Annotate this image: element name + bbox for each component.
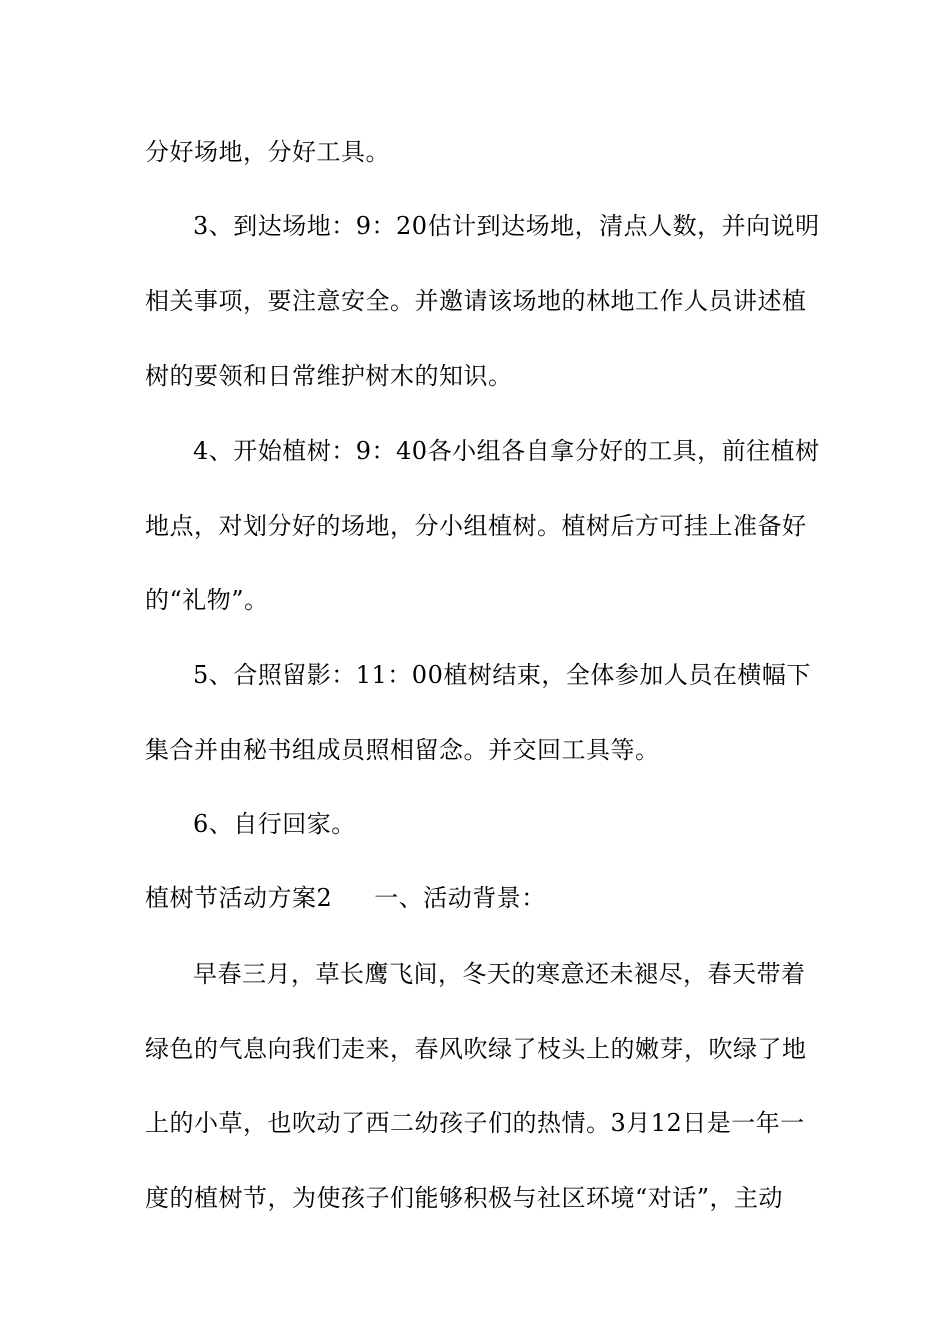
text-line-6: 地点，对划分好的场地，分小组植树。植树后方可挂上准备好	[145, 512, 807, 540]
body-line-3: 上的小草，也吹动了西二幼孩子们的热情。3月12日是一年一	[145, 1109, 805, 1137]
text-line-4: 树的要领和日常维护树木的知识。	[145, 362, 513, 390]
section-subtitle: 一、活动背景：	[374, 884, 546, 912]
body-line-4: 度的植树节，为使孩子们能够积极与社区环境“对话”，主动	[145, 1184, 784, 1212]
text-line-10: 6、自行回家。	[193, 810, 356, 838]
text-line-7: 的“礼物”。	[145, 586, 269, 614]
section-title: 植树节活动方案2	[145, 884, 333, 912]
text-line-2: 3、到达场地：9：20估计到达场地，清点人数，并向说明	[193, 212, 820, 240]
text-line-9: 集合并由秘书组成员照相留念。并交回工具等。	[145, 736, 660, 764]
body-line-2: 绿色的气息向我们走来，春风吹绿了枝头上的嫩芽，吹绿了地	[145, 1035, 807, 1063]
body-line-1: 早春三月，草长鹰飞间，冬天的寒意还未褪尽，春天带着	[193, 960, 806, 988]
text-line-5: 4、开始植树：9：40各小组各自拿分好的工具，前往植树	[193, 437, 820, 465]
text-line-1: 分好场地，分好工具。	[145, 138, 390, 166]
text-line-8: 5、合照留影：11：00植树结束，全体参加人员在横幅下	[193, 661, 811, 689]
section-heading	[145, 878, 815, 918]
text-line-3: 相关事项，要注意安全。并邀请该场地的林地工作人员讲述植	[145, 287, 807, 315]
